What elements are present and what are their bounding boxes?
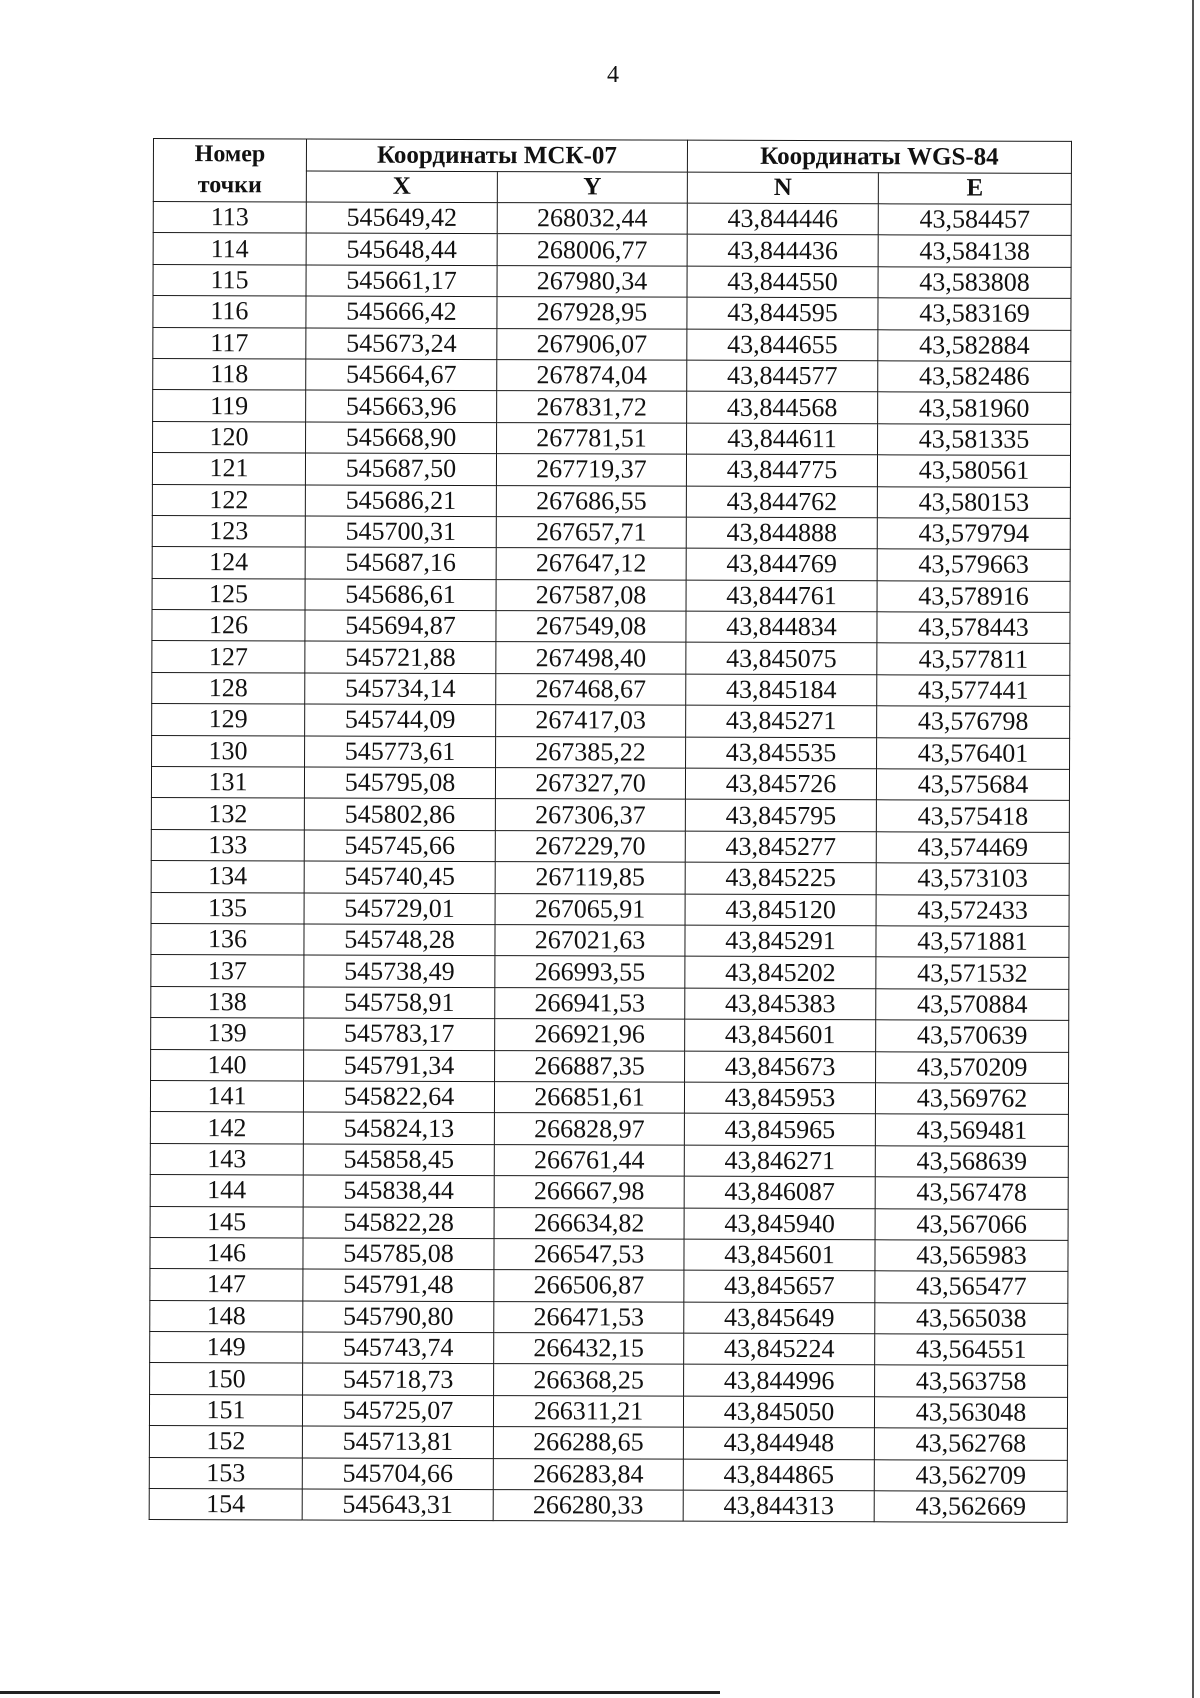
msk07-y-cell: 267229,70 [495,830,685,862]
wgs84-n-cell: 43,845120 [685,894,876,926]
wgs84-e-cell: 43,568639 [875,1145,1068,1177]
msk07-x-cell: 545663,96 [306,390,497,422]
page-number: 4 [607,62,619,88]
table-row [151,798,1069,832]
msk07-x-cell: 545802,86 [304,798,495,830]
point-number-cell: 121 [152,453,305,485]
point-number-cell: 126 [152,610,305,642]
point-number-cell: 115 [153,264,306,296]
wgs84-e-cell: 43,578916 [877,580,1070,612]
table-row [152,704,1070,738]
msk07-y-cell: 267119,85 [495,862,685,894]
point-number-cell: 120 [153,421,306,453]
msk07-y-cell: 266368,25 [494,1364,684,1396]
point-number-cell: 127 [152,641,305,673]
msk07-y-cell: 266547,53 [494,1238,684,1270]
wgs84-n-cell: 43,844769 [686,548,877,580]
table-row [150,1206,1068,1240]
wgs84-n-cell: 43,845940 [684,1208,875,1240]
wgs84-e-cell: 43,581960 [878,392,1071,424]
msk07-y-cell: 266941,53 [495,987,685,1019]
wgs84-n-cell: 43,844595 [687,297,878,329]
point-number-cell: 128 [152,672,305,704]
point-number-cell: 116 [153,296,306,328]
wgs84-n-cell: 43,845383 [685,988,876,1020]
msk07-y-cell: 266851,61 [494,1082,684,1114]
point-number-cell: 122 [152,484,305,516]
table-row [149,1426,1067,1460]
wgs84-e-cell: 43,571532 [876,957,1069,989]
table-row [150,1237,1068,1271]
wgs84-e-cell: 43,583808 [878,267,1071,299]
msk07-y-cell: 267928,95 [497,297,687,329]
wgs84-n-cell: 43,844436 [687,235,878,267]
table-row [152,484,1070,518]
msk07-x-cell: 545748,28 [304,924,495,956]
wgs84-n-cell: 43,844762 [686,486,877,518]
wgs84-e-cell: 43,565038 [875,1302,1068,1334]
msk07-y-cell: 266280,33 [493,1490,683,1522]
msk07-x-cell: 545745,66 [304,830,495,862]
coordinates-table [149,138,1072,1523]
msk07-x-cell: 545721,88 [305,641,496,673]
wgs84-e-cell: 43,565983 [875,1240,1068,1272]
point-number-cell: 119 [153,390,306,422]
wgs84-n-cell: 43,844568 [687,392,878,424]
point-number-cell: 137 [151,955,304,987]
wgs84-n-cell: 43,844834 [686,611,877,643]
point-number-cell: 143 [150,1143,303,1175]
msk07-x-cell: 545822,64 [303,1081,494,1113]
msk07-x-cell: 545858,45 [303,1144,494,1176]
point-number-cell: 154 [149,1489,302,1521]
msk07-y-cell: 267385,22 [496,736,686,768]
wgs84-n-cell: 43,844761 [686,580,877,612]
wgs84-e-cell: 43,582884 [878,329,1071,361]
msk07-x-cell: 545791,34 [304,1050,495,1082]
msk07-x-cell: 545729,01 [304,893,495,925]
table-row [153,358,1071,392]
table-row [152,672,1070,706]
msk07-y-cell: 267021,63 [495,925,685,957]
table-row [151,1049,1069,1083]
point-number-cell: 129 [152,704,305,736]
point-number-cell: 136 [151,923,304,955]
point-number-cell: 118 [153,358,306,390]
msk07-x-cell: 545668,90 [306,422,497,454]
msk07-y-cell: 267065,91 [495,893,685,925]
wgs84-e-cell: 43,570884 [876,989,1069,1021]
msk07-y-cell: 268032,44 [497,203,687,235]
wgs84-e-cell: 43,575684 [876,769,1069,801]
table-row [151,892,1069,926]
wgs84-e-cell: 43,579794 [877,518,1070,550]
point-number-cell: 150 [150,1363,303,1395]
point-number-cell: 133 [151,829,304,861]
msk07-y-cell: 268006,77 [497,234,687,266]
msk07-x-cell: 545713,81 [302,1426,493,1458]
msk07-x-cell: 545738,49 [304,955,495,987]
msk07-y-cell: 266471,53 [494,1301,684,1333]
wgs84-n-cell: 43,845673 [685,1051,876,1083]
point-number-cell: 114 [153,233,306,265]
msk07-y-cell: 267719,37 [496,454,686,486]
point-number-cell: 132 [151,798,304,830]
msk07-y-cell: 267306,37 [495,799,685,831]
msk07-y-cell: 266828,97 [494,1113,684,1145]
table-row [150,1269,1068,1303]
wgs84-n-cell: 43,846087 [684,1176,875,1208]
table-header [153,139,1071,205]
scan-edge-line [0,1691,720,1694]
wgs84-e-cell: 43,570639 [876,1020,1069,1052]
header-y: Y [497,171,687,203]
wgs84-n-cell: 43,844446 [687,203,878,235]
msk07-x-cell: 545648,44 [306,233,497,265]
wgs84-e-cell: 43,567066 [875,1208,1068,1240]
msk07-x-cell: 545666,42 [306,296,497,328]
table-row [153,390,1071,424]
point-number-cell: 134 [151,861,304,893]
msk07-x-cell: 545740,45 [304,861,495,893]
msk07-x-cell: 545785,08 [303,1238,494,1270]
point-number-cell: 124 [152,547,305,579]
point-number-cell: 151 [149,1394,302,1426]
table-row [151,923,1069,957]
msk07-x-cell: 545758,91 [304,987,495,1019]
msk07-x-cell: 545795,08 [304,767,495,799]
wgs84-e-cell: 43,565477 [875,1271,1068,1303]
wgs84-n-cell: 43,845953 [684,1082,875,1114]
point-number-cell: 142 [150,1112,303,1144]
wgs84-e-cell: 43,571881 [876,926,1069,958]
table-row [153,202,1071,236]
header-wgs84-group: Координаты WGS-84 [687,140,1071,173]
point-number-cell: 131 [151,767,304,799]
table-row [150,1143,1068,1177]
wgs84-e-cell: 43,580561 [877,455,1070,487]
table-row [151,955,1069,989]
point-number-cell: 149 [150,1332,303,1364]
wgs84-e-cell: 43,576401 [877,737,1070,769]
msk07-y-cell: 267498,40 [496,642,686,674]
wgs84-n-cell: 43,845225 [685,862,876,894]
msk07-y-cell: 267468,67 [496,673,686,705]
wgs84-e-cell: 43,575418 [876,800,1069,832]
table-row [151,986,1069,1020]
point-number-cell: 138 [151,986,304,1018]
wgs84-n-cell: 43,844996 [684,1365,875,1397]
msk07-y-cell: 267327,70 [495,768,685,800]
point-number-cell: 117 [153,327,306,359]
wgs84-n-cell: 43,845535 [686,737,877,769]
point-number-cell: 125 [152,578,305,610]
msk07-x-cell: 545649,42 [306,202,497,234]
table-row [149,1394,1067,1428]
point-number-cell: 153 [149,1457,302,1489]
msk07-x-cell: 545718,73 [303,1363,494,1395]
wgs84-e-cell: 43,582486 [878,361,1071,393]
table-row [152,735,1070,769]
msk07-y-cell: 266761,44 [494,1144,684,1176]
wgs84-e-cell: 43,576798 [877,706,1070,738]
table-row [151,861,1069,895]
table-row [152,547,1070,581]
wgs84-e-cell: 43,581335 [878,424,1071,456]
wgs84-e-cell: 43,563048 [874,1397,1067,1429]
wgs84-e-cell: 43,570209 [876,1051,1069,1083]
msk07-x-cell: 545686,61 [305,579,496,611]
wgs84-e-cell: 43,562669 [874,1491,1067,1523]
msk07-y-cell: 267549,08 [496,611,686,643]
header-e: E [878,172,1071,204]
msk07-x-cell: 545687,50 [305,453,496,485]
table-row [151,767,1069,801]
wgs84-n-cell: 43,845291 [685,925,876,957]
wgs84-e-cell: 43,569481 [875,1114,1068,1146]
table-row [150,1112,1068,1146]
header-row-groups [153,139,1071,173]
table-row [152,641,1070,675]
wgs84-n-cell: 43,844948 [683,1427,874,1459]
wgs84-e-cell: 43,569762 [875,1083,1068,1115]
wgs84-n-cell: 43,845277 [685,831,876,863]
msk07-y-cell: 267906,07 [497,328,687,360]
msk07-x-cell: 545743,74 [303,1332,494,1364]
table-row [150,1363,1068,1397]
wgs84-n-cell: 43,845657 [684,1270,875,1302]
msk07-x-cell: 545773,61 [305,736,496,768]
table-row [151,829,1069,863]
wgs84-e-cell: 43,578443 [877,612,1070,644]
msk07-x-cell: 545838,44 [303,1175,494,1207]
wgs84-n-cell: 43,846271 [684,1145,875,1177]
msk07-x-cell: 545686,21 [305,484,496,516]
msk07-y-cell: 267647,12 [496,548,686,580]
msk07-y-cell: 267587,08 [496,579,686,611]
wgs84-e-cell: 43,573103 [876,863,1069,895]
table-row [153,233,1071,267]
table-row [150,1175,1068,1209]
header-point-number-line1: Номер [194,141,266,168]
msk07-x-cell: 545791,48 [303,1269,494,1301]
msk07-y-cell: 266921,96 [495,1019,685,1051]
msk07-y-cell: 267686,55 [496,485,686,517]
table-row [152,610,1070,644]
msk07-y-cell: 266634,82 [494,1207,684,1239]
msk07-y-cell: 266506,87 [494,1270,684,1302]
wgs84-e-cell: 43,563758 [875,1365,1068,1397]
scan-edge-line-right [1192,0,1194,1698]
msk07-x-cell: 545824,13 [303,1112,494,1144]
msk07-x-cell: 545664,67 [306,359,497,391]
msk07-y-cell: 266283,84 [493,1458,683,1490]
point-number-cell: 144 [150,1175,303,1207]
msk07-y-cell: 267874,04 [497,360,687,392]
wgs84-n-cell: 43,844655 [687,329,878,361]
wgs84-n-cell: 43,845795 [685,800,876,832]
wgs84-e-cell: 43,580153 [877,486,1070,518]
point-number-cell: 139 [151,1018,304,1050]
table-row [152,453,1070,487]
point-number-cell: 123 [152,515,305,547]
msk07-y-cell: 267417,03 [496,705,686,737]
table-row [151,1018,1069,1052]
table-body [149,202,1071,1523]
header-x: X [306,170,497,202]
point-number-cell: 113 [153,202,306,234]
table-row [153,296,1071,330]
msk07-x-cell: 545661,17 [306,265,497,297]
point-number-cell: 141 [150,1080,303,1112]
msk07-y-cell: 266887,35 [495,1050,685,1082]
wgs84-n-cell: 43,845601 [685,1019,876,1051]
wgs84-n-cell: 43,845202 [685,957,876,989]
wgs84-n-cell: 43,845271 [686,705,877,737]
msk07-x-cell: 545673,24 [306,328,497,360]
wgs84-n-cell: 43,845075 [686,643,877,675]
wgs84-n-cell: 43,845965 [684,1114,875,1146]
wgs84-e-cell: 43,574469 [876,832,1069,864]
wgs84-n-cell: 43,844775 [686,454,877,486]
header-msk07-group: Координаты МСК-07 [306,139,687,172]
msk07-y-cell: 266311,21 [493,1395,683,1427]
wgs84-n-cell: 43,844611 [687,423,878,455]
wgs84-e-cell: 43,579663 [877,549,1070,581]
msk07-x-cell: 545704,66 [302,1458,493,1490]
wgs84-n-cell: 43,845726 [685,768,876,800]
wgs84-n-cell: 43,844577 [687,360,878,392]
table-row [150,1300,1068,1334]
wgs84-e-cell: 43,562709 [874,1459,1067,1491]
msk07-x-cell: 545790,80 [303,1301,494,1333]
msk07-x-cell: 545694,87 [305,610,496,642]
msk07-x-cell: 545643,31 [302,1489,493,1521]
msk07-x-cell: 545700,31 [305,516,496,548]
point-number-cell: 152 [149,1426,302,1458]
msk07-y-cell: 267831,72 [497,391,687,423]
wgs84-e-cell: 43,577811 [877,643,1070,675]
wgs84-e-cell: 43,562768 [874,1428,1067,1460]
msk07-x-cell: 545687,16 [305,547,496,579]
wgs84-n-cell: 43,845601 [684,1239,875,1271]
header-n: N [687,172,878,204]
msk07-y-cell: 266993,55 [495,956,685,988]
wgs84-e-cell: 43,572433 [876,894,1069,926]
msk07-x-cell: 545783,17 [304,1018,495,1050]
point-number-cell: 140 [151,1049,304,1081]
wgs84-n-cell: 43,844550 [687,266,878,298]
wgs84-n-cell: 43,844865 [683,1459,874,1491]
msk07-x-cell: 545822,28 [303,1206,494,1238]
table-row [153,327,1071,361]
point-number-cell: 145 [150,1206,303,1238]
wgs84-n-cell: 43,845050 [683,1396,874,1428]
wgs84-n-cell: 43,844313 [683,1490,874,1522]
point-number-cell: 148 [150,1300,303,1332]
header-point-number-line2: точки [197,172,262,199]
wgs84-e-cell: 43,577441 [877,675,1070,707]
table-row [152,578,1070,612]
point-number-cell: 135 [151,892,304,924]
msk07-y-cell: 267781,51 [497,422,687,454]
table-row [153,421,1071,455]
msk07-x-cell: 545744,09 [305,704,496,736]
table-row [153,264,1071,298]
table-row [150,1080,1068,1114]
msk07-x-cell: 545734,14 [305,673,496,705]
wgs84-e-cell: 43,584138 [878,235,1071,267]
point-number-cell: 146 [150,1237,303,1269]
msk07-y-cell: 266667,98 [494,1176,684,1208]
wgs84-n-cell: 43,845649 [684,1302,875,1334]
msk07-x-cell: 545725,07 [302,1395,493,1427]
wgs84-n-cell: 43,845184 [686,674,877,706]
wgs84-e-cell: 43,583169 [878,298,1071,330]
msk07-y-cell: 267980,34 [497,265,687,297]
msk07-y-cell: 266288,65 [493,1427,683,1459]
header-point-number [153,139,306,202]
wgs84-n-cell: 43,845224 [684,1333,875,1365]
msk07-y-cell: 267657,71 [496,516,686,548]
wgs84-n-cell: 43,844888 [686,517,877,549]
table-row [152,515,1070,549]
point-number-cell: 130 [152,735,305,767]
msk07-y-cell: 266432,15 [494,1333,684,1365]
table-row [149,1489,1067,1523]
wgs84-e-cell: 43,584457 [878,204,1071,236]
wgs84-e-cell: 43,564551 [875,1334,1068,1366]
wgs84-e-cell: 43,567478 [875,1177,1068,1209]
point-number-cell: 147 [150,1269,303,1301]
table-row [149,1457,1067,1491]
table-row [150,1332,1068,1366]
